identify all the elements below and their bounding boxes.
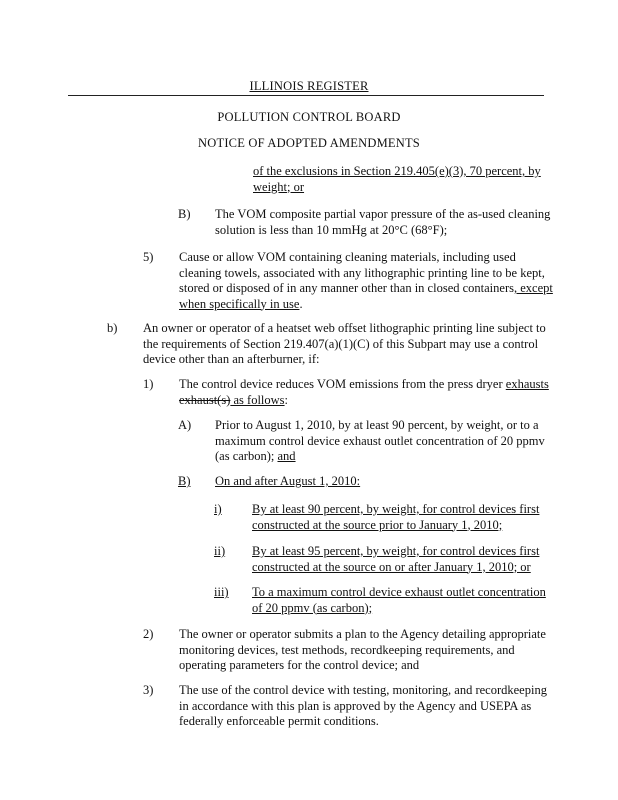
item-iii-label: iii)	[214, 585, 229, 599]
item-A-text: Prior to August 1, 2010, by at least 90 percent, by weight, or to a maximum control device exhaust outlet concentration of 20 ppmv (as carbon); and	[215, 418, 545, 463]
item-2-text: The owner or operator submits a plan to the Agency detailing appropriate monitoring devices, test methods, recordkeeping requirements, and operating parameters for the control device; and	[179, 627, 546, 672]
header-rule	[68, 95, 544, 96]
item-i-label: i)	[214, 502, 222, 516]
item-B2-label: B)	[178, 474, 191, 488]
item-1-label: 1)	[143, 377, 154, 391]
item-1-text: The control device reduces VOM emissions from the press dryer exhausts exhaust(s) as follows:	[179, 377, 549, 407]
item-b-text: An owner or operator of a heatset web offset lithographic printing line subject to the requirements of Section 219.407(a)(1)(C) of this Subpart may use a control device other than an afterburner, if:	[143, 321, 546, 366]
continuation-paragraph: of the exclusions in Section 219.405(e)(3), 70 percent, by weight; or	[253, 164, 541, 194]
item-3-label: 3)	[143, 683, 154, 697]
item-iii-text: To a maximum control device exhaust outlet concentration of 20 ppmv (as carbon);	[252, 585, 546, 615]
item-B2-text: On and after August 1, 2010:	[215, 474, 361, 488]
item-5-text: Cause or allow VOM containing cleaning materials, including used cleaning towels, associated with any lithographic printing line to be kept, stored or disposed of in any manner other than in closed containers, except when specifically in use.	[179, 250, 553, 311]
item-ii-label: ii)	[214, 544, 226, 558]
item-b-label: b)	[107, 321, 118, 335]
item-A-label: A)	[178, 418, 192, 432]
register-heading: ILLINOIS REGISTER	[249, 79, 369, 93]
notice-heading: NOTICE OF ADOPTED AMENDMENTS	[198, 136, 420, 150]
item-ii-text: By at least 95 percent, by weight, for control devices first constructed at the source on or after January 1, 2010; or	[252, 544, 540, 574]
board-heading: POLLUTION CONTROL BOARD	[217, 110, 401, 124]
item-i-text: By at least 90 percent, by weight, for control devices first constructed at the source prior to January 1, 2010;	[252, 502, 540, 532]
item-2-label: 2)	[143, 627, 154, 641]
item-5-label: 5)	[143, 250, 154, 264]
item-B-text: The VOM composite partial vapor pressure of the as-used cleaning solution is less than 10 mmHg at 20°C (68°F);	[215, 207, 551, 237]
item-3-text: The use of the control device with testing, monitoring, and recordkeeping in accordance with this plan is approved by the Agency and USEPA as federally enforceable permit conditions.	[179, 683, 547, 728]
item-B-label: B)	[178, 207, 191, 221]
